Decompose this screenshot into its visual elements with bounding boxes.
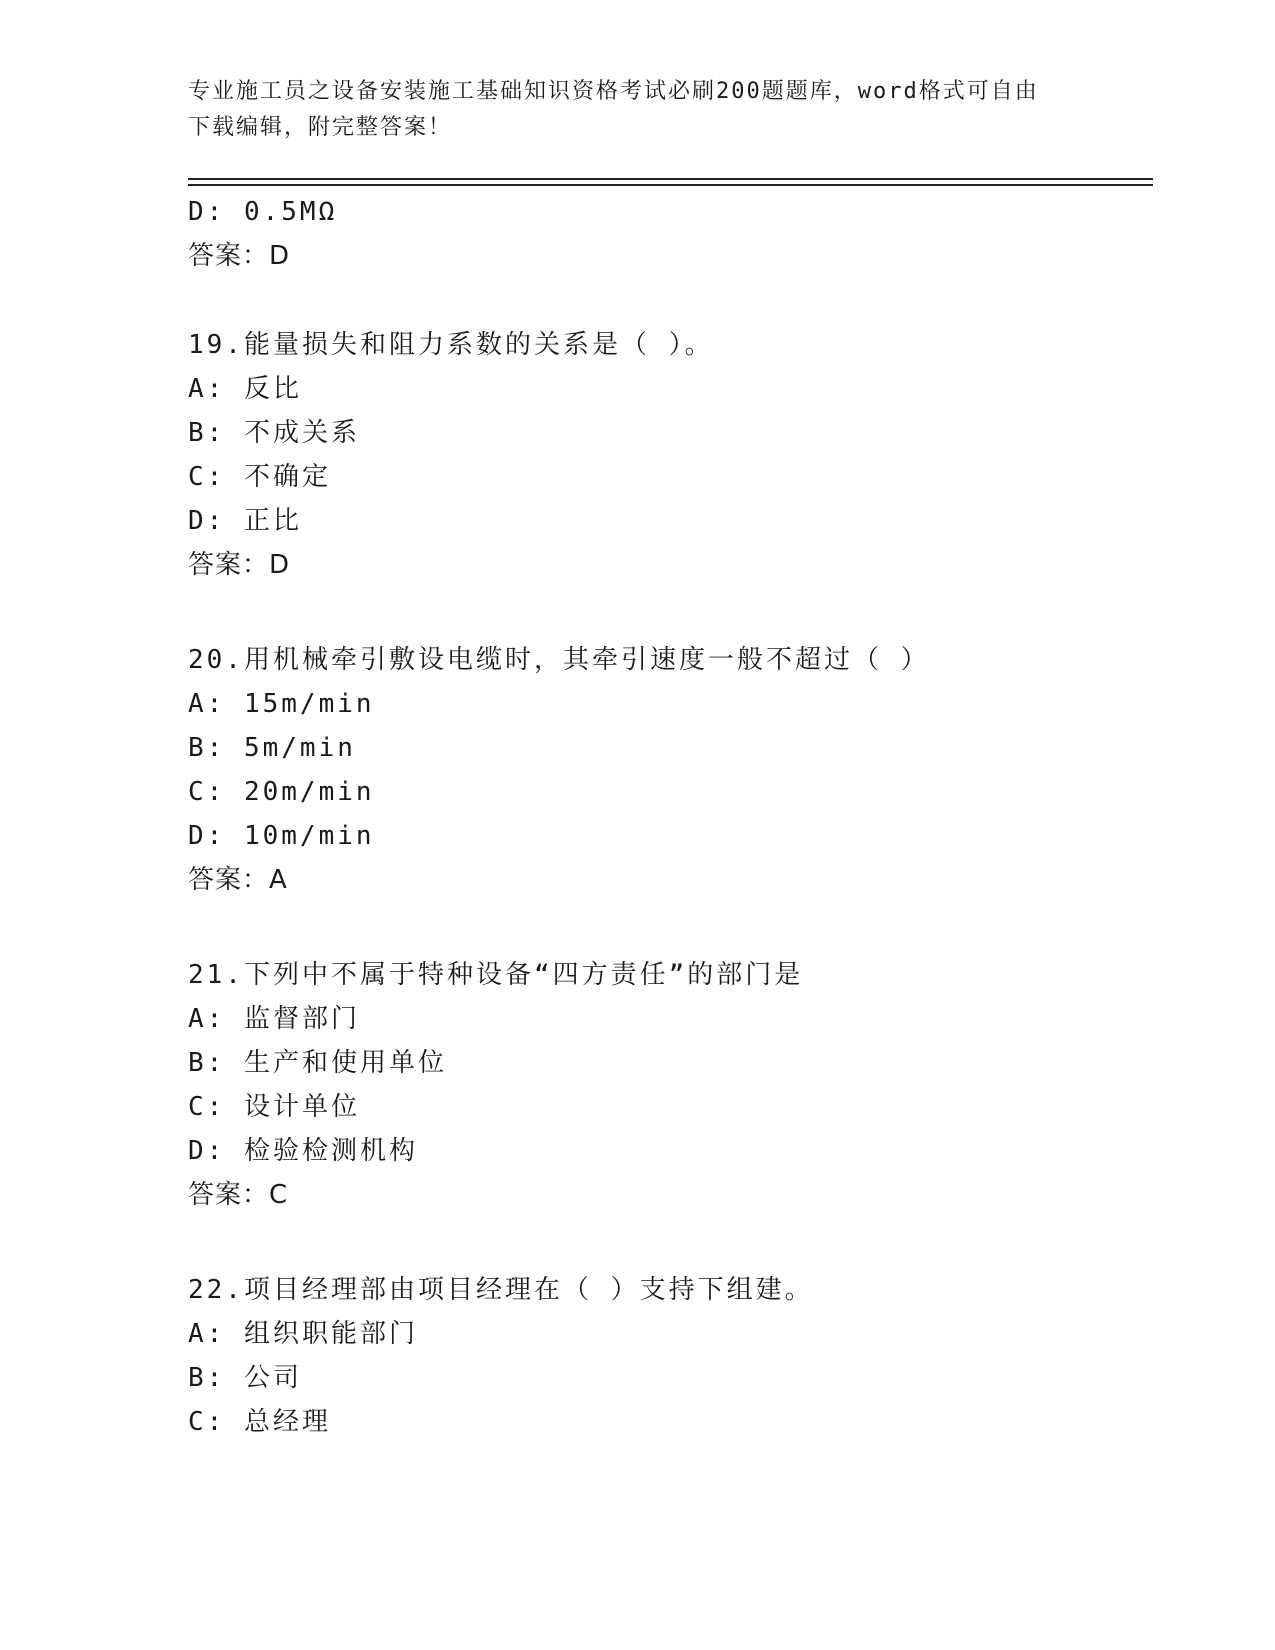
q21-stem: 21.下列中不属于特种设备“四方责任”的部门是 <box>188 960 804 990</box>
q19-option-c: C: 不确定 <box>188 462 331 492</box>
header-line-1: 专业施工员之设备安装施工基础知识资格考试必刷200题题库，word格式可自由 <box>188 79 1039 104</box>
q20-option-c: C: 20m/min <box>188 777 375 807</box>
q22-stem: 22.项目经理部由项目经理在（ ）支持下组建。 <box>188 1275 814 1305</box>
q19-answer: 答案：D <box>188 550 291 580</box>
q21-option-d: D: 检验检测机构 <box>188 1136 418 1166</box>
prev-answer: 答案：D <box>188 241 291 271</box>
q21-option-c: C: 设计单位 <box>188 1092 360 1122</box>
q21-answer: 答案：C <box>188 1180 289 1210</box>
header-rule-bottom <box>188 184 1153 186</box>
q19-option-b: B: 不成关系 <box>188 418 360 448</box>
q20-stem: 20.用机械牵引敷设电缆时，其牵引速度一般不超过（ ） <box>188 645 930 675</box>
q22-option-a: A: 组织职能部门 <box>188 1319 418 1349</box>
header-line-2: 下载编辑，附完整答案！ <box>188 115 453 140</box>
q20-option-b: B: 5m/min <box>188 733 356 763</box>
header-rule-top <box>188 178 1153 180</box>
q19-option-a: A: 反比 <box>188 374 302 404</box>
q19-stem: 19.能量损失和阻力系数的关系是（ ）。 <box>188 330 714 360</box>
document-header <box>188 74 1068 146</box>
q20-option-a: A: 15m/min <box>188 689 375 719</box>
q20-option-d: D: 10m/min <box>188 821 375 851</box>
q20-answer: 答案：A <box>188 865 288 895</box>
q19-option-d: D: 正比 <box>188 506 302 536</box>
q21-option-b: B: 生产和使用单位 <box>188 1048 447 1078</box>
prev-option-d: D: 0.5MΩ <box>188 197 338 227</box>
q21-option-a: A: 监督部门 <box>188 1004 360 1034</box>
q22-option-b: B: 公司 <box>188 1363 302 1393</box>
q22-option-c: C: 总经理 <box>188 1407 331 1437</box>
